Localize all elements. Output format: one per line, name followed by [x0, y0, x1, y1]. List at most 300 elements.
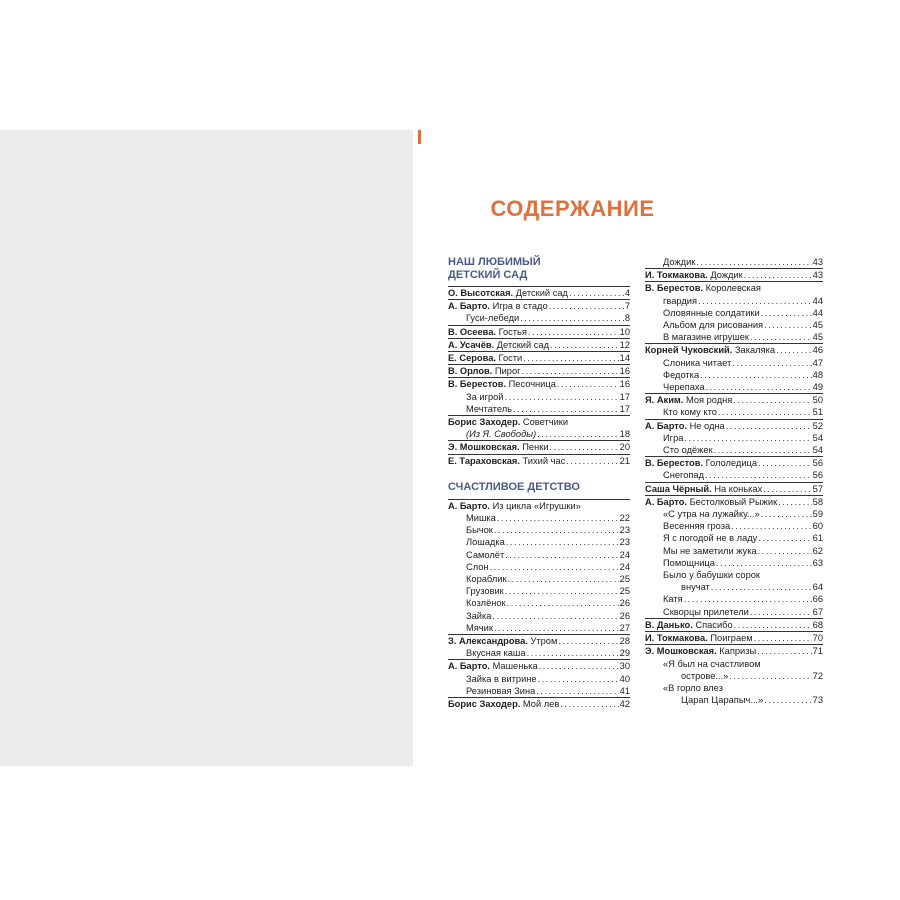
entry-title [448, 365, 521, 377]
entry-title [645, 282, 761, 294]
dot-leader [757, 645, 811, 657]
entry-title [663, 520, 730, 532]
entry-work: Вкусная каша [466, 648, 526, 659]
toc-entry[interactable] [448, 338, 630, 351]
toc-entry[interactable] [645, 419, 823, 432]
page-number: 25 [619, 574, 630, 585]
toc-entry[interactable] [645, 508, 823, 520]
entry-work: Игра в стадо [489, 301, 548, 312]
page-number: 47 [812, 357, 823, 368]
page-number: 8 [624, 313, 630, 324]
toc-entry[interactable] [448, 286, 630, 299]
entry-title [663, 307, 760, 319]
page-number: 51 [812, 407, 823, 418]
section-heading: НАШ ЛЮБИМЫЙ ДЕТСКИЙ САД [448, 256, 541, 281]
entry-title [448, 339, 549, 351]
entry-title [645, 394, 732, 406]
dot-leader [508, 573, 619, 585]
entry-work: Пирог [492, 366, 521, 377]
page-number: 61 [812, 533, 823, 544]
page-number: 17 [619, 403, 630, 414]
entry-work: Спасибо [692, 619, 733, 630]
dot-leader [549, 300, 624, 312]
entry-work: Я с погодой не в ладу [663, 533, 758, 544]
entry-author: А. Барто. [448, 301, 490, 312]
entry-title [466, 403, 512, 415]
entry-title [645, 457, 757, 469]
entry-work: Мячик [466, 622, 493, 633]
toc-entry[interactable] [645, 319, 823, 331]
entry-continuation: острове...» [681, 670, 729, 681]
entry-work: Мишка [466, 513, 496, 524]
entry-title [466, 573, 507, 585]
toc-entry[interactable] [645, 331, 823, 343]
entry-work: Самолёт [466, 549, 505, 560]
page-number: 26 [619, 598, 630, 609]
entry-work: Гуси-лебеди [466, 313, 520, 324]
entry-title [663, 357, 731, 369]
toc-entry[interactable] [645, 357, 823, 369]
entry-title [663, 606, 749, 618]
entry-work: Грузовик [466, 586, 504, 597]
page-number: 14 [619, 353, 630, 364]
entry-title [645, 632, 753, 644]
entry-work: Альбом для рисования [663, 320, 764, 331]
page-number: 45 [812, 320, 823, 331]
entry-title [466, 685, 535, 697]
dot-leader [705, 469, 812, 481]
toc-entry[interactable] [448, 325, 630, 338]
toc-entry[interactable] [645, 268, 823, 281]
toc-entry[interactable] [448, 610, 630, 622]
entry-author: О. Высотская. [448, 288, 514, 298]
entry-title [466, 622, 493, 634]
toc-entry[interactable] [645, 281, 823, 306]
entry-title [663, 557, 715, 569]
dot-leader [537, 428, 618, 440]
page-number: 10 [619, 326, 630, 337]
entry-title [448, 300, 548, 312]
page-number: 42 [619, 699, 630, 710]
entry-title [663, 658, 761, 670]
entry-work: Мой лев [520, 699, 560, 710]
toc-entry[interactable] [448, 351, 630, 364]
entry-work: В магазине игрушек [663, 332, 749, 343]
dot-leader [732, 357, 811, 369]
entry-work: Скворцы прилетели [663, 606, 749, 617]
dot-leader [714, 444, 812, 456]
entry-author: И. Токмакова. [645, 270, 708, 281]
toc-entry[interactable] [448, 585, 630, 597]
toc-entry[interactable] [448, 499, 630, 512]
toc-entry[interactable] [645, 482, 823, 495]
toc-entry[interactable] [448, 415, 630, 440]
toc-entry[interactable] [645, 469, 823, 481]
entry-title [466, 524, 493, 536]
entry-work: Помощница [663, 557, 715, 568]
dot-leader [538, 673, 619, 685]
dot-leader [700, 369, 812, 381]
dot-leader [505, 391, 619, 403]
page-number: 40 [619, 673, 630, 684]
page-number: 44 [812, 307, 823, 318]
entry-author: А. Усачёв. [448, 339, 495, 350]
toc-entry[interactable] [448, 561, 630, 573]
toc-entry[interactable] [448, 512, 630, 524]
page-number: 73 [812, 695, 823, 706]
dot-leader [522, 365, 619, 377]
entry-title [448, 416, 568, 428]
toc-entry[interactable] [645, 444, 823, 456]
page-number: 60 [812, 521, 823, 532]
toc-entry[interactable] [645, 606, 823, 618]
entry-title [466, 597, 506, 609]
entry-title [663, 331, 749, 343]
page-number: 46 [812, 345, 823, 356]
page-number: 50 [812, 395, 823, 406]
entry-title [448, 352, 522, 364]
entry-author: Саша Чёрный. [645, 483, 712, 494]
entry-author: В. Орлов. [448, 366, 493, 377]
page-number: 70 [812, 633, 823, 644]
dot-leader [505, 549, 618, 561]
toc-entry[interactable] [448, 440, 630, 453]
entry-title [466, 312, 519, 324]
dot-leader [566, 455, 618, 467]
entry-work: «Я был на счастливом [663, 658, 761, 669]
entry-work: Кто кому кто [663, 407, 717, 418]
toc-entry[interactable] [645, 532, 823, 544]
toc-entry[interactable] [645, 682, 823, 706]
entry-title [663, 256, 695, 268]
entry-work: Кораблик [466, 574, 507, 585]
dot-leader [758, 545, 812, 557]
entry-work: Сто одёжек [663, 445, 713, 456]
entry-title [663, 444, 713, 456]
page-number: 20 [619, 442, 630, 453]
toc-entry[interactable] [645, 569, 823, 593]
entry-work: Не одна [686, 420, 725, 431]
toc-entry[interactable] [448, 647, 630, 659]
page-number: 63 [812, 557, 823, 568]
page-number: 52 [812, 420, 823, 431]
dot-leader [523, 352, 618, 364]
entry-work: Капризы [716, 646, 757, 657]
entry-title [663, 569, 760, 581]
entry-title [645, 269, 743, 281]
entry-author: Э. Мошковская. [645, 646, 717, 657]
page-title: СОДЕРЖАНИЕ [490, 196, 655, 221]
dot-leader [539, 660, 619, 672]
entry-title [645, 420, 725, 432]
page-number: 16 [619, 366, 630, 377]
entry-title [448, 441, 549, 453]
dot-leader [761, 508, 812, 520]
toc-entry[interactable] [448, 685, 630, 697]
toc-entry[interactable] [645, 593, 823, 605]
entry-work: «В горло влез [663, 682, 723, 693]
toc-column-left [448, 256, 630, 710]
page-number: 48 [812, 369, 823, 380]
entry-work: За игрой [466, 391, 504, 402]
dot-leader [754, 632, 812, 644]
toc-entry[interactable] [448, 524, 630, 536]
entry-author: В. Берестов. [448, 379, 507, 390]
entry-work: Детский сад [513, 288, 568, 298]
page-number: 25 [619, 586, 630, 597]
dot-leader [778, 496, 812, 508]
page-number: 66 [812, 594, 823, 605]
page-number: 27 [619, 622, 630, 633]
entry-title [448, 500, 581, 512]
page-number: 17 [619, 391, 630, 402]
entry-work: Резиновая Зина [466, 685, 536, 696]
toc-entry[interactable] [448, 549, 630, 561]
entry-title [645, 344, 775, 356]
dot-leader [550, 441, 619, 453]
page-number: 23 [619, 525, 630, 536]
dot-leader [706, 381, 812, 393]
dot-leader [507, 597, 619, 609]
entry-title [448, 455, 565, 467]
toc-entry[interactable] [645, 432, 823, 444]
entry-work: Слон [466, 561, 489, 572]
toc-entry[interactable] [448, 634, 630, 647]
entry-title [663, 381, 705, 393]
dot-leader [758, 532, 811, 544]
dot-leader [758, 457, 812, 469]
entry-work: Федотка [663, 369, 700, 380]
entry-work: Дождик [663, 257, 696, 267]
toc-entry[interactable] [645, 520, 823, 532]
entry-title [663, 406, 717, 418]
entry-work: Черепаха [663, 382, 705, 393]
page-number: 67 [812, 606, 823, 617]
dot-leader [528, 326, 619, 338]
toc-entry[interactable] [448, 391, 630, 403]
entry-author: А. Барто. [448, 661, 490, 672]
dot-leader [750, 331, 812, 343]
page-number: 12 [619, 339, 630, 350]
entry-work: Песочница [506, 379, 556, 390]
entry-continuation: (Из Я. Свободы) [466, 429, 537, 440]
entry-work: Моя родня [683, 395, 733, 406]
dot-leader [733, 394, 811, 406]
entry-work: Советчики [520, 417, 569, 428]
dot-leader [560, 698, 618, 710]
entry-title [645, 619, 733, 631]
entry-author: А. Барто. [645, 420, 687, 431]
entry-work: На коньках [711, 483, 763, 494]
entry-title [663, 432, 683, 444]
entry-work: Гости [495, 353, 523, 364]
entry-work: Королевская [703, 283, 761, 294]
page-number: 22 [619, 513, 630, 524]
entry-work: Закаляка [732, 345, 776, 356]
dot-leader [698, 295, 812, 307]
entry-author: Е. Тараховская. [448, 455, 520, 466]
page-number: 21 [619, 455, 630, 466]
entry-work: Гостья [495, 326, 527, 337]
toc-entry[interactable] [645, 557, 823, 569]
dot-leader [716, 557, 812, 569]
toc-entry[interactable] [645, 495, 823, 508]
dot-leader [513, 403, 619, 415]
dot-leader [550, 339, 619, 351]
entry-work: Бестолковый Рыжик [686, 496, 778, 507]
toc-column-right [645, 256, 823, 706]
toc-entry[interactable] [645, 658, 823, 682]
entry-work: Лошадка [466, 537, 505, 548]
page-number: 18 [619, 429, 630, 440]
toc-entry[interactable] [448, 622, 630, 634]
entry-work: Зайка [466, 610, 492, 621]
entry-title [645, 645, 756, 657]
page-number: 56 [812, 458, 823, 469]
dot-leader [726, 420, 812, 432]
page-number: 58 [812, 496, 823, 507]
dot-leader [684, 432, 811, 444]
entry-title [466, 549, 504, 561]
entry-work: Игра [663, 432, 684, 443]
toc-entry[interactable] [645, 256, 823, 268]
page-number: 49 [812, 382, 823, 393]
toc-entry[interactable] [645, 618, 823, 631]
toc-entry[interactable] [448, 377, 630, 390]
page-number: 54 [812, 445, 823, 456]
entry-work: Снегопад [663, 470, 705, 481]
entry-title [466, 512, 496, 524]
entry-work: Бычок [466, 525, 493, 536]
entry-work: Машенька [489, 661, 538, 672]
toc-entry[interactable] [645, 406, 823, 418]
gutter-accent-mark [418, 130, 421, 144]
toc-entry[interactable] [645, 307, 823, 319]
page-number: 24 [619, 549, 630, 560]
dot-leader [558, 635, 618, 647]
entry-title [645, 496, 777, 508]
page-number: 54 [812, 432, 823, 443]
dot-leader [763, 483, 811, 495]
entry-author: И. Токмакова. [645, 633, 708, 644]
dot-leader [520, 312, 624, 324]
toc-entry[interactable] [448, 312, 630, 324]
dot-leader [750, 606, 812, 618]
entry-author: Борис Заходер. [448, 417, 521, 428]
toc-entry[interactable] [645, 343, 823, 356]
entry-title [448, 660, 538, 672]
entry-title [466, 536, 505, 548]
toc-entry[interactable] [448, 299, 630, 312]
dot-leader [505, 585, 619, 597]
page-number: 28 [619, 636, 630, 647]
toc-entry[interactable] [645, 545, 823, 557]
dot-leader [492, 610, 618, 622]
entry-work: Гололедица [703, 458, 758, 469]
entry-title [663, 508, 760, 520]
dot-leader [731, 520, 811, 532]
entry-continuation: гвардия [663, 295, 698, 306]
entry-work: Слоника читает [663, 357, 732, 368]
toc-entry[interactable] [448, 673, 630, 685]
toc-entry[interactable] [448, 597, 630, 609]
entry-work: Катя [663, 594, 683, 605]
toc-entry[interactable] [645, 369, 823, 381]
entry-author: А. Барто. [448, 500, 490, 511]
entry-work: Мечтатель [466, 403, 512, 414]
toc-entry[interactable] [448, 573, 630, 585]
toc-entry[interactable] [448, 697, 630, 710]
page-number: 56 [812, 470, 823, 481]
toc-entry[interactable] [448, 659, 630, 672]
dot-leader [506, 536, 619, 548]
dot-leader [536, 685, 618, 697]
entry-title [466, 610, 491, 622]
page-number: 7 [624, 301, 630, 312]
entry-work: Поиграем [707, 633, 753, 644]
entry-author: А. Барто. [645, 496, 687, 507]
entry-author: Борис Заходер. [448, 699, 521, 710]
entry-work: Дождик [707, 270, 743, 281]
entry-author: В. Данько. [645, 619, 693, 630]
entry-work: Пенки [519, 442, 549, 453]
dot-leader [557, 378, 619, 390]
dot-leader [497, 512, 619, 524]
toc-entry[interactable] [448, 536, 630, 548]
entry-author: Я. Аким. [645, 395, 684, 406]
toc-entry[interactable] [448, 403, 630, 415]
dot-leader [696, 256, 811, 268]
entry-work: Весенняя гроза [663, 521, 731, 532]
page-number: 68 [812, 619, 823, 630]
toc-entry[interactable] [645, 631, 823, 644]
dot-leader [684, 593, 812, 605]
toc-entry[interactable] [448, 364, 630, 377]
toc-entry[interactable] [645, 456, 823, 469]
entry-title [466, 391, 504, 403]
entry-author: З. Александрова. [448, 636, 528, 647]
dot-leader [527, 647, 619, 659]
dot-leader [718, 406, 812, 418]
dot-leader [744, 269, 812, 281]
entry-work: «С утра на лужайку...» [663, 509, 760, 520]
page-number: 43 [812, 257, 823, 267]
entry-author: Корней Чуковский. [645, 345, 733, 356]
page-number: 64 [812, 582, 823, 593]
entry-work: Мы не заметили жука [663, 545, 757, 556]
dot-leader [729, 670, 811, 682]
entry-title [663, 682, 723, 694]
page-number: 59 [812, 509, 823, 520]
toc-entry[interactable] [645, 381, 823, 393]
entry-title [663, 532, 757, 544]
entry-title [448, 635, 557, 647]
page-number: 72 [812, 670, 823, 681]
dot-leader [764, 319, 812, 331]
page-number: 71 [812, 646, 823, 657]
toc-entry[interactable] [448, 454, 630, 467]
entry-work: Оловянные солдатики [663, 307, 760, 318]
dot-leader [494, 622, 619, 634]
page-number: 30 [619, 661, 630, 672]
entry-work: Тихий час [519, 455, 566, 466]
page-number: 41 [619, 685, 630, 696]
dot-leader [490, 561, 619, 573]
dot-leader [734, 619, 812, 631]
toc-entry[interactable] [645, 393, 823, 406]
entry-title [663, 545, 757, 557]
toc-entry[interactable] [645, 644, 823, 657]
